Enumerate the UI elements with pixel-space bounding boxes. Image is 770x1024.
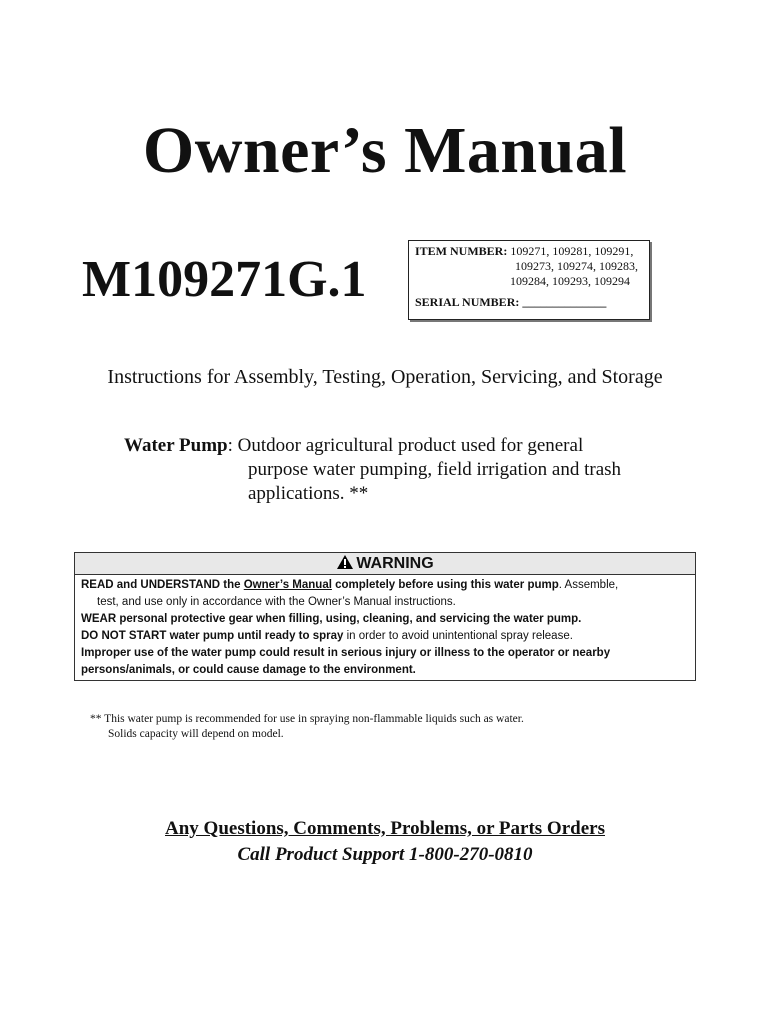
warning-text: Improper use of the water pump could result in serious injury or illness to the operator or nearby	[81, 647, 611, 659]
footnote-line: Solids capacity will depend on model.	[108, 728, 284, 740]
footnote	[90, 712, 524, 742]
water-pump-text: purpose water pumping, field irrigation and trash	[248, 459, 622, 480]
model-number: M109271G.1	[82, 251, 367, 308]
water-pump-label: Water Pump	[124, 435, 228, 456]
warning-heading: WARNING	[356, 555, 434, 572]
warning-text: WEAR personal protective gear when filling, using, cleaning, and servicing the water pump.	[81, 613, 582, 625]
warning-box	[74, 552, 696, 681]
product-support-contact	[0, 816, 770, 868]
warning-header	[75, 553, 695, 575]
water-pump-text: applications. **	[248, 483, 369, 504]
item-number-line: 109271, 109281, 109291,	[510, 244, 634, 258]
serial-number-blank: ______________	[522, 295, 607, 309]
item-number-line: 109273, 109274, 109283,	[515, 259, 638, 273]
manual-title: Owner’s Manual	[142, 114, 628, 187]
water-pump-text: : Outdoor agricultural product used for general	[227, 435, 584, 456]
serial-number-label: SERIAL NUMBER:	[415, 295, 520, 309]
contact-heading: Any Questions, Comments, Problems, or Parts Orders	[165, 818, 605, 839]
warning-text: completely before using this water pump	[331, 579, 559, 591]
item-number-label: ITEM NUMBER:	[415, 244, 508, 258]
warning-body	[75, 575, 695, 679]
footnote-line: ** This water pump is recommended for use in spraying non-flammable liquids such as water.	[90, 713, 524, 725]
warning-text: test, and use only in accordance with the Owner’s Manual instructions.	[97, 596, 456, 608]
warning-text: DO NOT START water pump until ready to spray	[81, 630, 344, 642]
item-number-box	[408, 240, 650, 320]
item-number-line: 109284, 109293, 109294	[510, 274, 630, 288]
warning-text: READ and UNDERSTAND the	[81, 579, 244, 591]
warning-triangle-icon	[336, 554, 354, 576]
owners-manual-ref: Owner’s Manual	[243, 579, 332, 591]
water-pump-description	[124, 434, 684, 506]
support-phone: Call Product Support 1-800-270-0810	[237, 844, 533, 865]
warning-text: . Assemble,	[558, 579, 619, 591]
warning-text: in order to avoid unintentional spray release.	[343, 630, 573, 642]
instructions-subtitle: Instructions for Assembly, Testing, Operation, Servicing, and Storage	[107, 366, 663, 388]
warning-text: persons/animals, or could cause damage to the environment.	[81, 664, 416, 676]
